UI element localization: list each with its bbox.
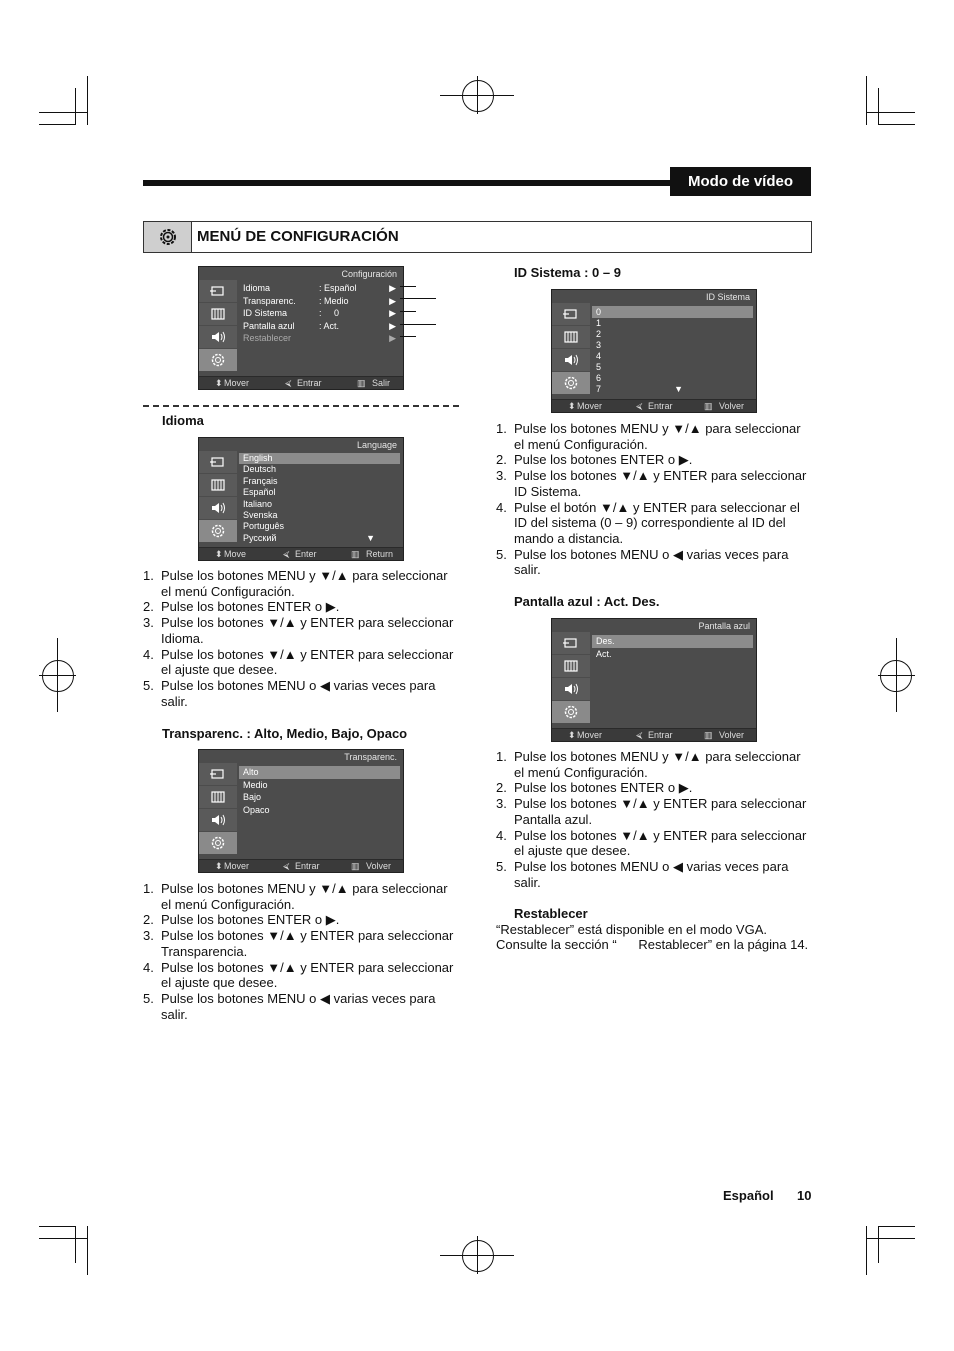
osd-transparenc — [198, 749, 404, 873]
enter-icon: ⮘ — [636, 730, 643, 740]
input-icon — [199, 451, 237, 473]
osd-sidebar — [199, 280, 237, 372]
list-item: 3. Pulse los botones ▼/▲ y ENTER para seleccionar Pantalla azul. — [496, 796, 807, 827]
list-item: 1. Pulse los botones MENU y ▼/▲ para seleccionar el menú Configuración. — [496, 749, 801, 780]
osd-menu-list — [239, 282, 400, 345]
input-icon — [552, 632, 590, 654]
heading-transparenc: Transparenc. : Alto, Medio, Bajo, Opaco — [162, 726, 408, 741]
osd-title: Transparenc. — [344, 752, 397, 762]
heading-idioma: Idioma — [162, 413, 204, 428]
osd-footer: ⬍ Move ⮘ Enter ▥ Return — [199, 547, 403, 560]
list-item: 1. Pulse los botones MENU y ▼/▲ para seleccionar el menú Configuración. — [143, 568, 448, 599]
osd-sidebar — [552, 303, 590, 395]
enter-icon: ⮘ — [285, 378, 292, 388]
osd-option-list — [592, 635, 753, 660]
move-icon: ⬍ — [568, 401, 576, 411]
osd-item-idioma[interactable]: Idioma : Español ▶ — [243, 283, 396, 293]
osd-option[interactable]: 1 — [596, 318, 602, 328]
move-icon: ⬍ — [215, 378, 223, 388]
picture-icon — [199, 786, 237, 808]
osd-option-list — [239, 766, 400, 816]
osd-option[interactable]: 4 — [596, 351, 602, 361]
gear-icon — [199, 349, 237, 371]
speaker-icon — [552, 349, 590, 371]
osd-option-list — [592, 306, 753, 395]
section-label: Modo de vídeo — [670, 167, 811, 196]
list-item: 3. Pulse los botones ▼/▲ y ENTER para seleccionar Idioma. — [143, 615, 454, 646]
list-item: 4. Pulse los botones ▼/▲ y ENTER para seleccionar el ajuste que desee. — [496, 827, 807, 859]
restablecer-line: Consulte la sección “ Restablecer” en la página 14. — [496, 937, 809, 952]
osd-option[interactable]: English — [239, 453, 400, 464]
enter-icon: ⮘ — [283, 861, 290, 871]
restablecer-line: “Restablecer” está disponible en el modo VGA. — [496, 922, 767, 937]
osd-configuracion — [198, 266, 404, 390]
gear-icon — [199, 520, 237, 542]
callout-line — [400, 286, 416, 287]
menu-icon: ▥ — [351, 861, 360, 871]
list-item: 4. Pulse los botones ▼/▲ y ENTER para seleccionar el ajuste que desee. — [143, 646, 454, 678]
gear-icon — [144, 222, 192, 252]
list-item: 5. Pulse los botones MENU o ◀ varias veces para salir. — [143, 990, 436, 1022]
osd-footer: ⬍ Mover ⮘ Entrar ▥ Volver — [199, 859, 403, 872]
osd-sidebar — [199, 451, 237, 543]
osd-option[interactable]: Svenska — [243, 509, 278, 520]
osd-option[interactable]: Medio — [243, 779, 268, 790]
speaker-icon — [199, 497, 237, 519]
osd-option[interactable]: 6 — [596, 373, 602, 383]
picture-icon — [552, 655, 590, 677]
input-icon — [552, 303, 590, 325]
move-icon: ⬍ — [215, 861, 223, 871]
callout-line — [400, 324, 436, 325]
osd-item-pantalla-azul[interactable]: Pantalla azul : Act. ▶ — [243, 320, 396, 331]
list-item: 2. Pulse los botones ENTER o ▶. — [496, 452, 693, 468]
speaker-icon — [199, 326, 237, 348]
osd-title: Configuración — [341, 269, 397, 279]
osd-option[interactable]: Español — [243, 487, 276, 498]
list-item: 3. Pulse los botones ▼/▲ y ENTER para seleccionar Transparencia. — [143, 928, 454, 959]
heading-restablecer: Restablecer — [514, 906, 588, 921]
page-title: MENÚ DE CONFIGURACIÓN — [197, 228, 399, 245]
osd-option[interactable]: 2 — [596, 329, 602, 339]
osd-item-transparenc[interactable]: Transparenc. : Medio ▶ — [243, 295, 396, 306]
move-icon: ⬍ — [215, 549, 223, 559]
menu-icon: ▥ — [704, 401, 713, 411]
speaker-icon — [552, 678, 590, 700]
osd-option[interactable]: Русский ▼ — [243, 532, 375, 543]
enter-icon: ⮘ — [283, 549, 290, 559]
list-item: 2. Pulse los botones ENTER o ▶. — [143, 599, 340, 615]
steps-id-sistema — [496, 421, 826, 578]
page-number: 10 — [797, 1188, 812, 1203]
menu-icon: ▥ — [357, 378, 366, 388]
osd-sidebar — [552, 632, 590, 724]
callout-line — [400, 336, 416, 337]
osd-option[interactable]: Des. — [592, 635, 753, 648]
steps-pantalla-azul — [496, 749, 826, 890]
list-item: 4. Pulse el botón ▼/▲ y ENTER para seleccionar el ID del sistema (0 – 9) correspondiente al ID del mando a distancia. — [496, 499, 800, 546]
list-item: 1. Pulse los botones MENU y ▼/▲ para seleccionar el menú Configuración. — [496, 421, 801, 452]
osd-option[interactable]: Act. — [596, 648, 612, 659]
menu-icon: ▥ — [704, 730, 713, 740]
osd-option-list — [239, 453, 400, 544]
list-item: 4. Pulse los botones ▼/▲ y ENTER para seleccionar el ajuste que desee. — [143, 959, 454, 991]
gear-icon — [199, 832, 237, 854]
osd-option[interactable]: Deutsch — [243, 464, 277, 475]
divider — [143, 405, 459, 407]
osd-option[interactable]: Alto — [239, 766, 400, 779]
osd-option[interactable]: Opaco — [243, 804, 270, 815]
picture-icon — [199, 474, 237, 496]
picture-icon — [199, 303, 237, 325]
steps-transparenc — [143, 881, 463, 1022]
osd-item-restablecer: Restablecer ▶ — [243, 333, 396, 344]
scroll-down-icon: ▼ — [674, 384, 683, 394]
enter-icon: ⮘ — [636, 401, 643, 411]
osd-footer: ⬍ Mover ⮘ Entrar ▥ Volver — [552, 728, 756, 741]
move-icon: ⬍ — [568, 730, 576, 740]
gear-icon — [552, 701, 590, 723]
section-title-box — [143, 221, 812, 253]
list-item: 5. Pulse los botones MENU o ◀ varias veces para salir. — [496, 858, 789, 890]
gear-icon — [552, 372, 590, 394]
osd-option[interactable]: Français — [243, 475, 278, 486]
osd-language — [198, 437, 404, 561]
heading-id-sistema: ID Sistema : 0 – 9 — [514, 265, 621, 280]
list-item: 2. Pulse los botones ENTER o ▶. — [496, 780, 693, 796]
list-item: 1. Pulse los botones MENU y ▼/▲ para seleccionar el menú Configuración. — [143, 881, 448, 912]
scroll-down-icon: ▼ — [366, 532, 375, 543]
list-item: 5. Pulse los botones MENU o ◀ varias veces para salir. — [496, 546, 789, 578]
osd-sidebar — [199, 763, 237, 855]
input-icon — [199, 280, 237, 302]
osd-option[interactable]: 0 — [592, 306, 753, 318]
heading-pantalla-azul: Pantalla azul : Act. Des. — [514, 594, 660, 609]
osd-option[interactable]: Bajo — [243, 792, 262, 803]
header-rule — [143, 180, 670, 186]
osd-title: Pantalla azul — [698, 621, 750, 631]
osd-option[interactable]: 7 ▼ — [596, 384, 683, 394]
input-icon — [199, 763, 237, 785]
list-item: 5. Pulse los botones MENU o ◀ varias veces para salir. — [143, 677, 436, 709]
steps-idioma — [143, 568, 463, 709]
osd-title: ID Sistema — [705, 292, 750, 302]
osd-option[interactable]: 5 — [596, 362, 602, 372]
list-item: 3. Pulse los botones ▼/▲ y ENTER para seleccionar ID Sistema. — [496, 468, 807, 499]
osd-id-sistema — [551, 289, 757, 413]
osd-footer: ⬍ Mover ⮘ Entrar ▥ Volver — [552, 399, 756, 412]
list-item: 2. Pulse los botones ENTER o ▶. — [143, 912, 340, 928]
callout-line — [400, 311, 416, 312]
callout-line — [400, 298, 436, 299]
osd-title: Language — [356, 440, 397, 450]
osd-item-id-sistema[interactable]: ID Sistema : 0 ▶ — [243, 308, 396, 319]
speaker-icon — [199, 809, 237, 831]
menu-icon: ▥ — [351, 549, 360, 559]
osd-footer: ⬍ Mover ⮘ Entrar ▥ Salir — [199, 376, 403, 389]
footer-language: Español — [723, 1188, 774, 1203]
picture-icon — [552, 326, 590, 348]
osd-option[interactable]: Italiano — [243, 498, 273, 509]
osd-pantalla-azul — [551, 618, 757, 742]
osd-option[interactable]: Português — [243, 521, 285, 532]
osd-option[interactable]: 3 — [596, 340, 602, 350]
